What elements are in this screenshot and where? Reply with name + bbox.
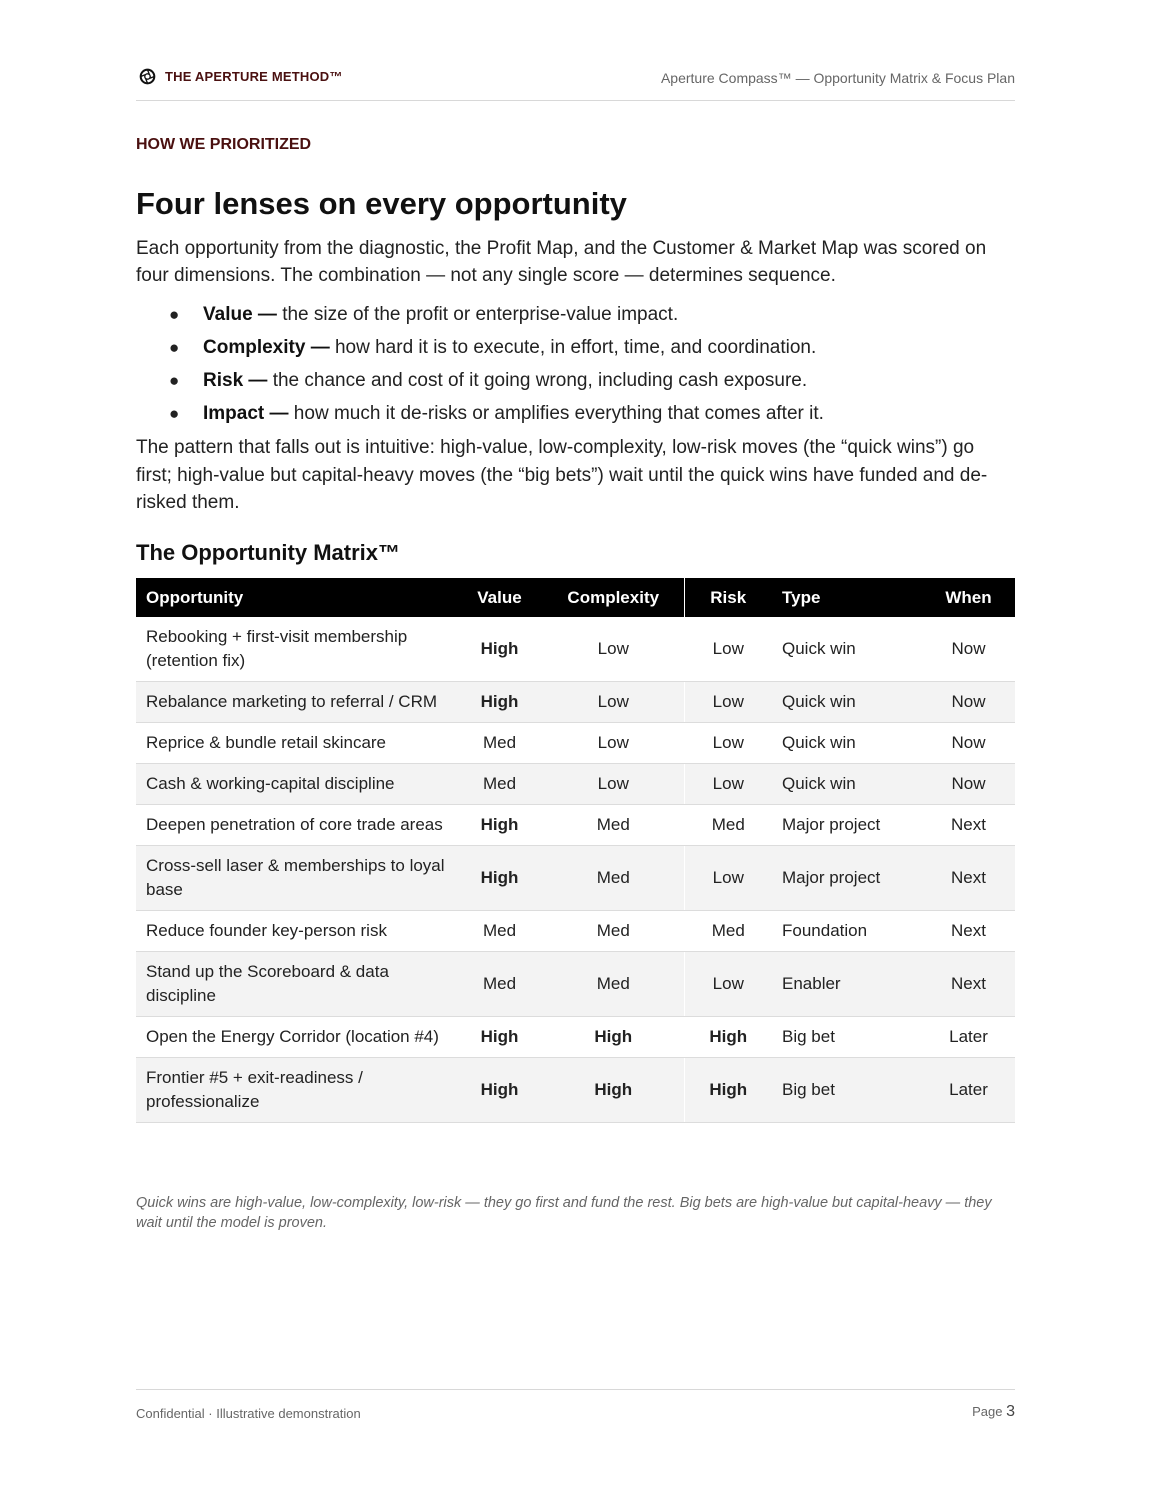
cell-when: Next: [922, 911, 1015, 952]
cell-risk: Med: [684, 911, 772, 952]
cell-value: Med: [456, 911, 543, 952]
cell-opportunity: Cash & working-capital discipline: [136, 764, 456, 805]
opportunity-matrix-table: [136, 578, 1015, 1123]
cell-risk: High: [684, 1017, 772, 1058]
lenses-list: [136, 301, 1015, 433]
table-row: [136, 846, 1015, 911]
cell-opportunity: Open the Energy Corridor (location #4): [136, 1017, 456, 1058]
bullet-icon: ●: [169, 404, 180, 423]
table-row: [136, 682, 1015, 723]
cell-when: Now: [922, 723, 1015, 764]
cell-risk: Low: [684, 764, 772, 805]
column-header: Opportunity: [136, 578, 456, 617]
cell-when: Next: [922, 846, 1015, 911]
cell-opportunity: Rebalance marketing to referral / CRM: [136, 682, 456, 723]
table-row: [136, 617, 1015, 682]
matrix-title: The Opportunity Matrix™: [136, 540, 400, 565]
page-number: 3: [1006, 1403, 1015, 1420]
cell-type: Major project: [772, 846, 922, 911]
column-header: Risk: [684, 578, 772, 617]
column-header: Type: [772, 578, 922, 617]
table-row: [136, 952, 1015, 1017]
confidentiality-note: Confidential · Illustrative demonstration: [136, 1406, 361, 1421]
cell-complexity: Med: [543, 805, 684, 846]
bullet-icon: ●: [169, 371, 180, 390]
document-page: [136, 0, 1015, 1489]
table-row: [136, 911, 1015, 952]
cell-risk: Low: [684, 617, 772, 682]
cell-type: Quick win: [772, 764, 922, 805]
page-footer: [136, 1389, 1015, 1421]
page-indicator: [972, 1403, 1015, 1421]
cell-complexity: High: [543, 1017, 684, 1058]
bullet-icon: ●: [169, 338, 180, 357]
cell-when: Next: [922, 805, 1015, 846]
page-label: Page: [972, 1404, 1003, 1419]
cell-when: Later: [922, 1058, 1015, 1123]
cell-opportunity: Reprice & bundle retail skincare: [136, 723, 456, 764]
cell-complexity: Low: [543, 723, 684, 764]
cell-when: Now: [922, 682, 1015, 723]
cell-opportunity: Stand up the Scoreboard & data discipline: [136, 952, 456, 1017]
cell-opportunity: Frontier #5 + exit-readiness / professionalize: [136, 1058, 456, 1123]
cell-when: Later: [922, 1017, 1015, 1058]
brand-name: THE APERTURE METHOD™: [165, 69, 343, 84]
cell-type: Big bet: [772, 1058, 922, 1123]
bullet-icon: ●: [169, 305, 180, 324]
cell-value: High: [456, 1058, 543, 1123]
cell-when: Now: [922, 617, 1015, 682]
cell-type: Quick win: [772, 682, 922, 723]
cell-value: High: [456, 682, 543, 723]
page-header: [136, 64, 1015, 101]
cell-type: Quick win: [772, 723, 922, 764]
lens-item: [136, 301, 1015, 334]
lens-text: the chance and cost of it going wrong, including cash exposure.: [267, 370, 808, 391]
table-header-row: [136, 578, 1015, 617]
table-row: [136, 805, 1015, 846]
cell-risk: Low: [684, 952, 772, 1017]
cell-opportunity: Reduce founder key-person risk: [136, 911, 456, 952]
cell-risk: Med: [684, 805, 772, 846]
cell-when: Next: [922, 952, 1015, 1017]
cell-value: Med: [456, 952, 543, 1017]
lens-item: [136, 367, 1015, 400]
cell-value: Med: [456, 764, 543, 805]
lens-term: Risk —: [203, 370, 268, 391]
cell-value: High: [456, 805, 543, 846]
cell-complexity: Low: [543, 617, 684, 682]
lens-item: [136, 334, 1015, 367]
cell-value: Med: [456, 723, 543, 764]
table-caption: Quick wins are high-value, low-complexity, low-risk — they go first and fund the rest. Big bets are high-value but capital-heavy — they wait until the model is proven.: [136, 1195, 992, 1231]
lens-term: Impact —: [203, 403, 289, 424]
cell-complexity: Med: [543, 911, 684, 952]
cell-type: Big bet: [772, 1017, 922, 1058]
cell-risk: Low: [684, 846, 772, 911]
column-header: When: [922, 578, 1015, 617]
column-header: Value: [456, 578, 543, 617]
aperture-icon: [139, 68, 156, 85]
intro-paragraph: Each opportunity from the diagnostic, the Profit Map, and the Customer & Market Map was scored on four dimensions. The combination — not any single score — determines sequence.: [136, 238, 987, 286]
cell-type: Enabler: [772, 952, 922, 1017]
table-row: [136, 723, 1015, 764]
table-row: [136, 764, 1015, 805]
cell-type: Quick win: [772, 617, 922, 682]
page-title: Four lenses on every opportunity: [136, 186, 627, 221]
lens-item: [136, 400, 1015, 433]
lens-text: the size of the profit or enterprise-value impact.: [276, 304, 679, 325]
section-eyebrow: HOW WE PRIORITIZED: [136, 136, 312, 153]
cell-opportunity: Deepen penetration of core trade areas: [136, 805, 456, 846]
cell-risk: Low: [684, 682, 772, 723]
pattern-paragraph: The pattern that falls out is intuitive: high-value, low-complexity, low-risk moves (the “quick wins”) go first; high-value but capital-heavy moves (the “big bets”) wait until the quick wins have funded and de-risked them.: [136, 437, 988, 513]
cell-complexity: Low: [543, 764, 684, 805]
document-title: Aperture Compass™ — Opportunity Matrix & Focus Plan: [660, 70, 1015, 86]
cell-opportunity: Rebooking + first-visit membership (retention fix): [136, 617, 456, 682]
lens-term: Complexity —: [203, 337, 330, 358]
cell-risk: High: [684, 1058, 772, 1123]
cell-type: Foundation: [772, 911, 922, 952]
lens-term: Value —: [203, 304, 277, 325]
cell-value: High: [456, 846, 543, 911]
lens-text: how hard it is to execute, in effort, time, and coordination.: [329, 337, 817, 358]
table-row: [136, 1017, 1015, 1058]
brand: [139, 68, 343, 85]
cell-type: Major project: [772, 805, 922, 846]
lens-text: how much it de-risks or amplifies everything that comes after it.: [288, 403, 824, 424]
cell-complexity: Low: [543, 682, 684, 723]
table-row: [136, 1058, 1015, 1123]
cell-value: High: [456, 1017, 543, 1058]
column-header: Complexity: [543, 578, 684, 617]
cell-complexity: Med: [543, 952, 684, 1017]
cell-complexity: Med: [543, 846, 684, 911]
cell-value: High: [456, 617, 543, 682]
cell-complexity: High: [543, 1058, 684, 1123]
cell-when: Now: [922, 764, 1015, 805]
cell-risk: Low: [684, 723, 772, 764]
cell-opportunity: Cross-sell laser & memberships to loyal base: [136, 846, 456, 911]
